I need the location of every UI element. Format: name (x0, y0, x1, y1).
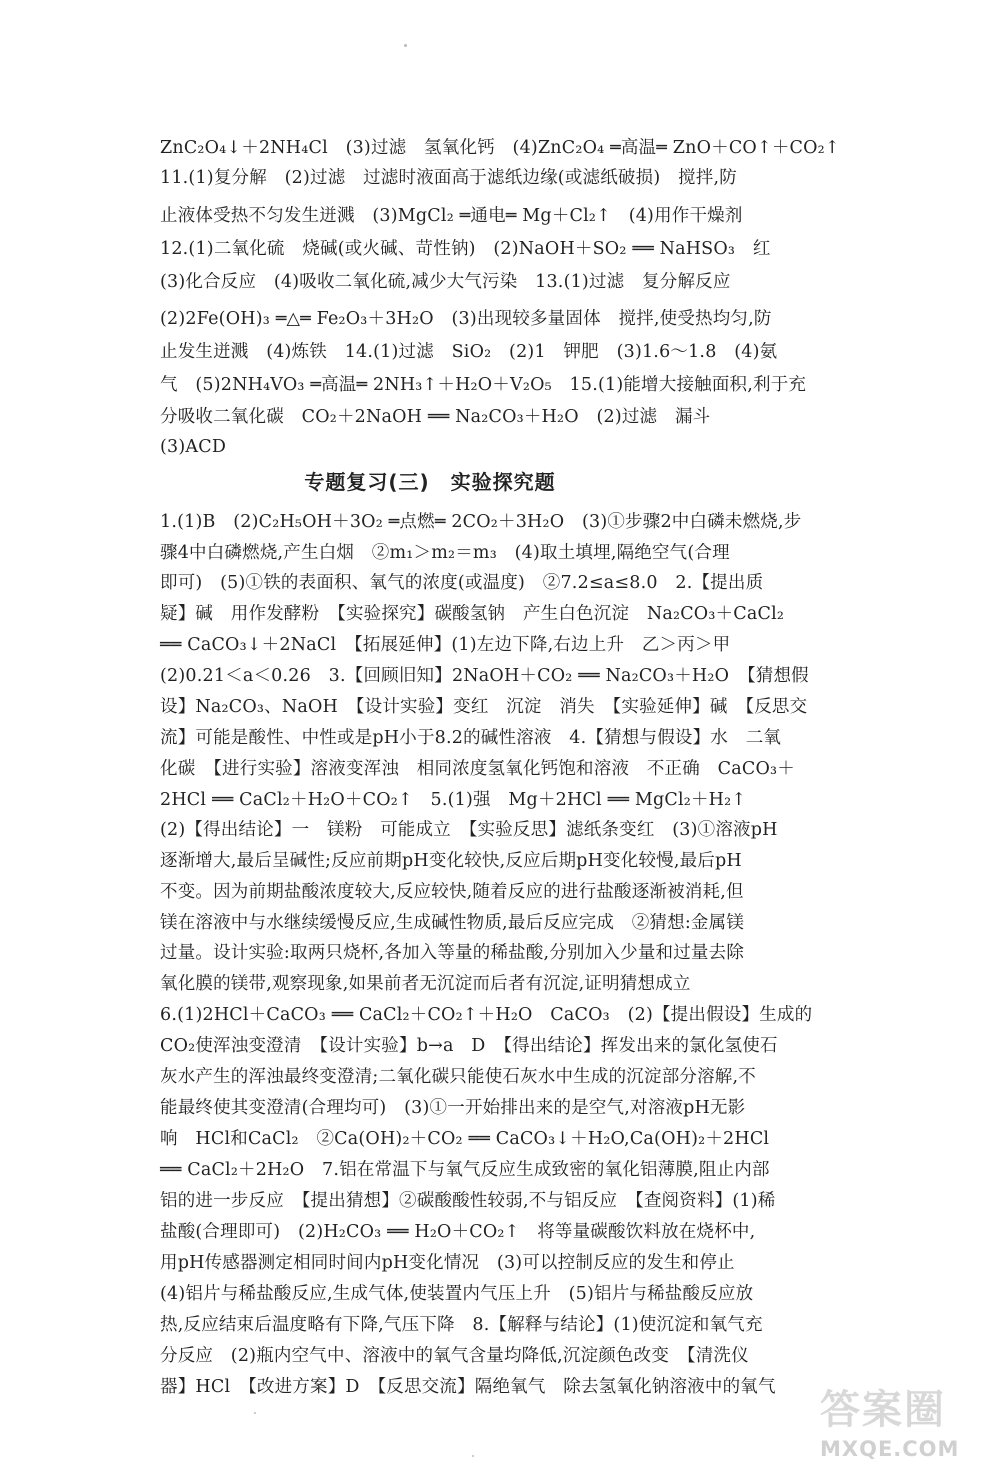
answer-line: 响 HCl和CaCl₂ ②Ca(OH)₂＋CO₂ ══ CaCO₃↓＋H₂O,Ca(OH)₂＋2HCl (160, 1129, 770, 1149)
answer-line: 过量。设计实验:取两只烧杯,各加入等量的稀盐酸,分别加入少量和过量去除 (160, 943, 745, 963)
answer-line: ZnC₂O₄↓＋2NH₄Cl (3)过滤 氢氧化钙 (4)ZnC₂O₄ ═高温═ ZnO＋CO↑＋CO₂↑ (160, 138, 840, 158)
answer-line: (4)铝片与稀盐酸反应,生成气体,使装置内气压上升 (5)铝片与稀盐酸反应放 (160, 1284, 754, 1304)
answer-line: 镁在溶液中与水继续缓慢反应,生成碱性物质,最后反应完成 ②猜想:金属镁 (160, 913, 745, 933)
answer-line: 6.(1)2HCl＋CaCO₃ ══ CaCl₂＋CO₂↑＋H₂O CaCO₃ (2)【提出假设】生成的 (160, 1005, 813, 1025)
answer-line: 灰水产生的浑浊最终变澄清;二氧化碳只能使石灰水中生成的沉淀部分溶解,不 (160, 1067, 756, 1087)
answer-line: 即可) (5)①铁的表面积、氧气的浓度(或温度) ②7.2≤a≤8.0 2.【提出质 (160, 573, 764, 593)
answer-line: (2)0.21＜a＜0.26 3.【回顾旧知】2NaOH＋CO₂ ══ Na₂CO₃＋H₂O 【猜想假 (160, 666, 809, 686)
answer-line: 逐渐增大,最后呈碱性;反应前期pH变化较快,反应后期pH变化较慢,最后pH (160, 851, 742, 871)
answer-line: 设】Na₂CO₃、NaOH 【设计实验】变红 沉淀 消失 【实验延伸】碱 【反思交 (160, 697, 808, 717)
answer-line: (2)【得出结论】一 镁粉 可能成立 【实验反思】滤纸条变红 (3)①溶液pH (160, 820, 778, 840)
section-title: 专题复习(三) 实验探究题 (304, 470, 556, 494)
answer-line: 11.(1)复分解 (2)过滤 过滤时液面高于滤纸边缘(或滤纸破损) 搅拌,防 (160, 168, 737, 188)
watermark (820, 1385, 990, 1465)
answer-line: 流】可能是酸性、中性或是pH小于8.2的碱性溶液 4.【猜想与假设】水 二氧 (160, 728, 782, 748)
answer-line: CO₂使浑浊变澄清 【设计实验】b→a D 【得出结论】挥发出来的氯化氢使石 (160, 1036, 778, 1056)
answer-line: (2)2Fe(OH)₃ ═△═ Fe₂O₃＋3H₂O (3)出现较多量固体 搅拌,使受热均匀,防 (160, 309, 772, 329)
answer-line: 气 (5)2NH₄VO₃ ═高温═ 2NH₃↑＋H₂O＋V₂O₅ 15.(1)能增大接触面积,利于充 (160, 375, 807, 395)
answer-line: (3)ACD (160, 437, 227, 457)
answer-line: ══ CaCl₂＋2H₂O 7.铝在常温下与氧气反应生成致密的氧化铝薄膜,阻止内部 (160, 1160, 770, 1180)
answer-line: 铝的进一步反应 【提出猜想】②碳酸酸性较弱,不与铝反应 【查阅资料】(1)稀 (160, 1191, 776, 1211)
scan-speck (404, 44, 407, 47)
answer-line: 1.(1)B (2)C₂H₅OH＋3O₂ ═点燃═ 2CO₂＋3H₂O (3)①步骤2中白磷未燃烧,步 (160, 512, 802, 532)
answer-line: 不变。因为前期盐酸浓度较大,反应较快,随着反应的进行盐酸逐渐被消耗,但 (160, 882, 744, 902)
answer-line: 盐酸(合理即可) (2)H₂CO₃ ══ H₂O＋CO₂↑ 将等量碳酸饮料放在烧杯中, (160, 1222, 756, 1242)
answer-line: ══ CaCO₃↓＋2NaCl 【拓展延伸】(1)左边下降,右边上升 乙＞丙＞甲 (160, 635, 731, 655)
answer-line: 疑】碱 用作发酵粉 【实验探究】碳酸氢钠 产生白色沉淀 Na₂CO₃＋CaCl₂ (160, 604, 785, 624)
watermark-logo: 答案圈 (820, 1387, 946, 1433)
answer-line: 骤4中白磷燃烧,产生白烟 ②m₁＞m₂＝m₃ (4)取土填埋,隔绝空气(合理 (160, 543, 730, 563)
answer-line: (3)化合反应 (4)吸收二氧化硫,减少大气污染 13.(1)过滤 复分解反应 (160, 272, 731, 292)
scan-speck (472, 1455, 474, 1457)
answer-line: 氧化膜的镁带,观察现象,如果前者无沉淀而后者有沉淀,证明猜想成立 (160, 974, 691, 994)
answer-line: 分吸收二氧化碳 CO₂＋2NaOH ══ Na₂CO₃＋H₂O (2)过滤 漏斗 (160, 407, 711, 427)
scan-speck (254, 1412, 256, 1414)
answer-line: 热,反应结束后温度略有下降,气压下降 8.【解释与结论】(1)使沉淀和氧气充 (160, 1315, 763, 1335)
answer-line: 化碳 【进行实验】溶液变浑浊 相同浓度氢氧化钙饱和溶液 不正确 CaCO₃＋ (160, 759, 795, 779)
answer-line: 2HCl ══ CaCl₂＋H₂O＋CO₂↑ 5.(1)强 Mg＋2HCl ══ MgCl₂＋H₂↑ (160, 790, 747, 810)
answer-line: 12.(1)二氧化硫 烧碱(或火碱、苛性钠) (2)NaOH＋SO₂ ══ NaHSO₃ 红 (160, 239, 771, 259)
answer-line: 止液体受热不匀发生迸溅 (3)MgCl₂ ═通电═ Mg＋Cl₂↑ (4)用作干燥剂 (160, 206, 743, 226)
answer-line: 能最终使其变澄清(合理均可) (3)①一开始排出来的是空气,对溶液pH无影 (160, 1098, 746, 1118)
answer-line: 分反应 (2)瓶内空气中、溶液中的氧气含量均降低,沉淀颜色改变 【清洗仪 (160, 1346, 749, 1366)
answer-line: 器】HCl 【改进方案】D 【反思交流】隔绝氧气 除去氢氧化钠溶液中的氧气 (160, 1377, 776, 1397)
watermark-url: MXQE.COM (820, 1437, 960, 1461)
answer-line: 止发生迸溅 (4)炼铁 14.(1)过滤 SiO₂ (2)1 钾肥 (3)1.6～1.8 (4)氨 (160, 342, 778, 362)
answer-line: 用pH传感器测定相同时间内pH变化情况 (3)可以控制反应的发生和停止 (160, 1253, 735, 1273)
